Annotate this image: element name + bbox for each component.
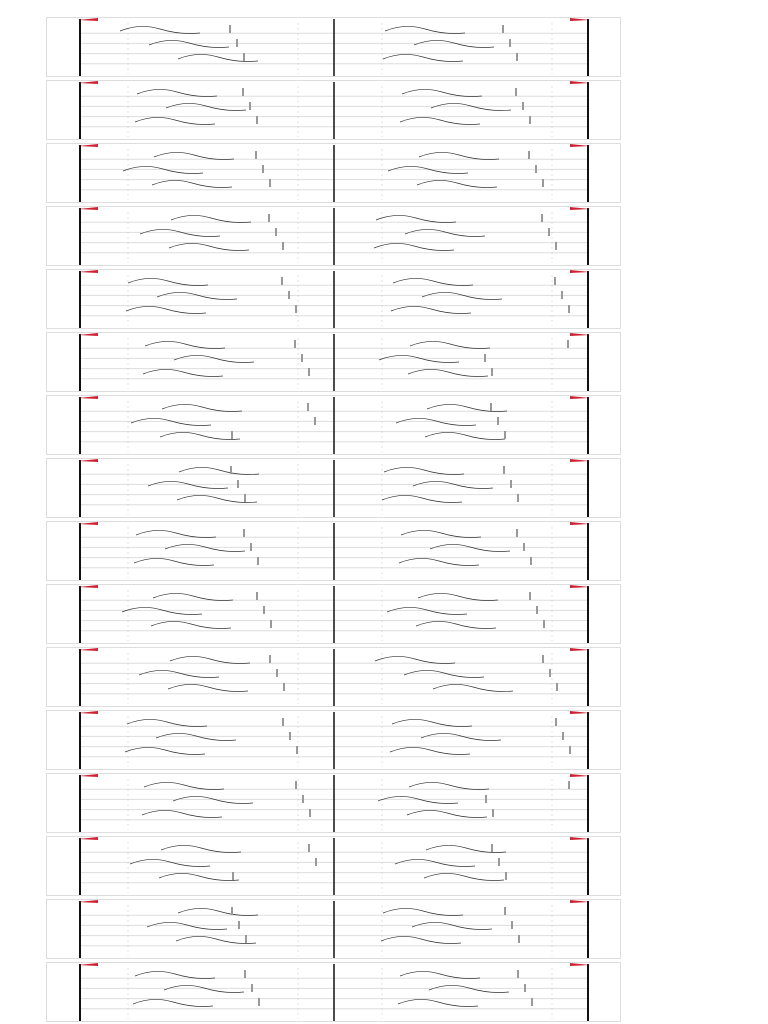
formation-board-4 [47, 207, 621, 266]
formation-board-8 [47, 459, 621, 518]
formation-board-12 [47, 711, 621, 770]
formation-board-14 [47, 837, 621, 896]
formation-boards [46, 15, 621, 1024]
formation-board-15 [47, 900, 621, 959]
formation-board-10 [47, 585, 621, 644]
page-title [18, 0, 318, 8]
formation-board-5 [47, 270, 621, 329]
formation-board-16 [47, 963, 621, 1022]
formation-board-9 [47, 522, 621, 581]
formation-board-13 [47, 774, 621, 833]
plays-column [46, 15, 621, 1024]
formation-board-7 [47, 396, 621, 455]
formation-board-3 [47, 144, 621, 203]
formation-board-11 [47, 648, 621, 707]
formation-board-6 [47, 333, 621, 392]
formation-board-2 [47, 81, 621, 140]
formation-board-1 [47, 18, 621, 77]
